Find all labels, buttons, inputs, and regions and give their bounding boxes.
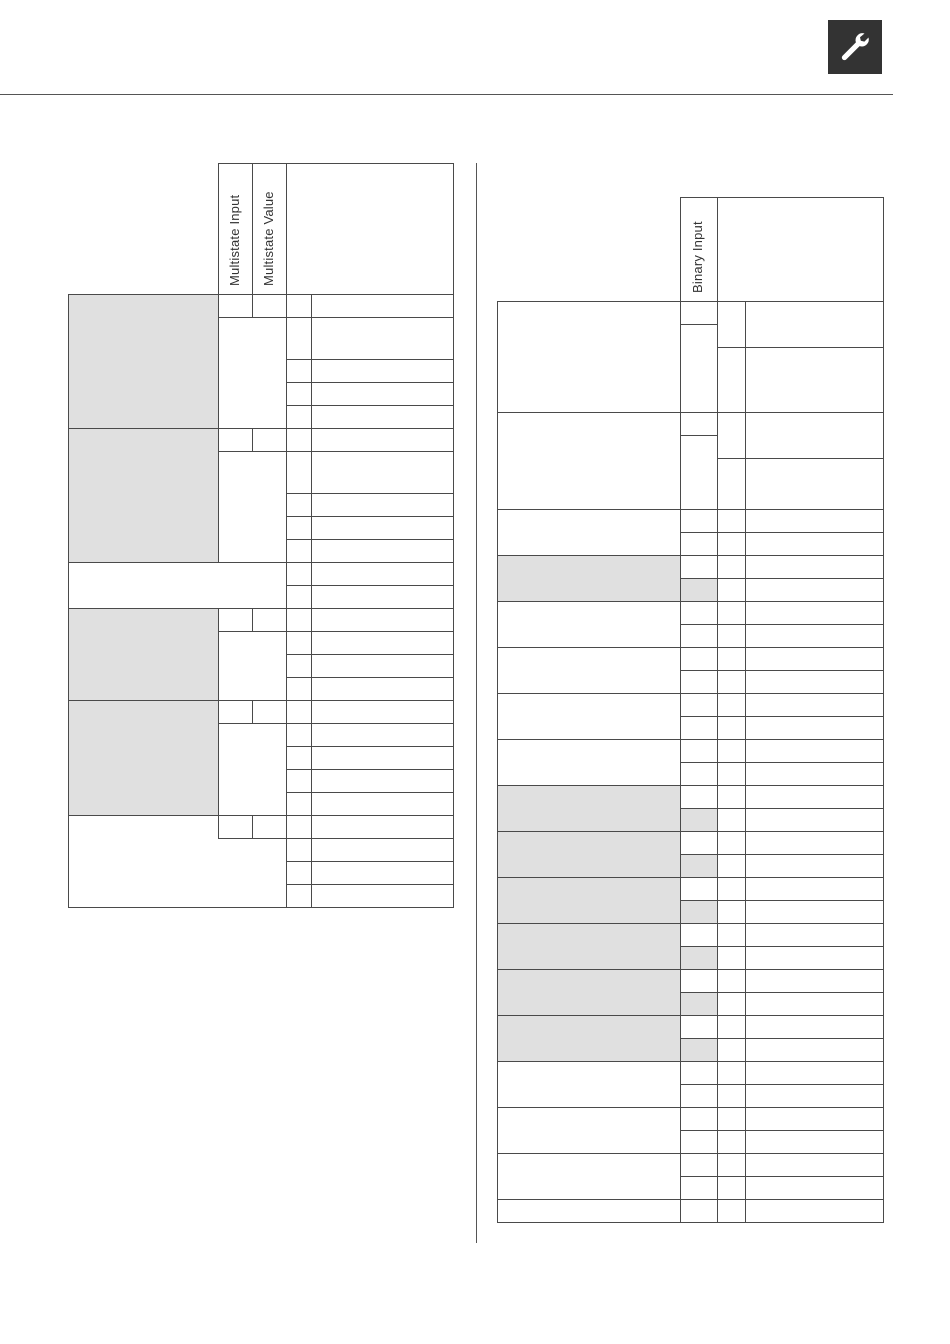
text-cell — [312, 295, 454, 318]
mark-cell — [681, 970, 718, 993]
group-label-cell — [498, 924, 681, 970]
group-label-cell — [69, 816, 219, 908]
state-cell — [287, 563, 312, 586]
state-cell — [718, 625, 746, 648]
text-cell — [746, 1177, 884, 1200]
state-cell — [287, 295, 312, 318]
state-cell — [718, 302, 746, 348]
text-cell — [746, 1039, 884, 1062]
group-label-cell — [69, 563, 287, 609]
group-label-cell — [69, 609, 219, 701]
group-label-cell — [498, 832, 681, 878]
state-cell — [718, 648, 746, 671]
text-cell — [312, 586, 454, 609]
group-label-cell — [498, 648, 681, 694]
group-label-cell — [498, 1154, 681, 1200]
state-cell — [718, 694, 746, 717]
mark-cell — [253, 609, 287, 632]
state-cell — [287, 862, 312, 885]
state-cell — [718, 970, 746, 993]
text-cell — [746, 533, 884, 556]
text-cell — [746, 786, 884, 809]
column-divider — [476, 163, 477, 1243]
group-label-cell — [69, 295, 219, 429]
text-cell — [746, 924, 884, 947]
group-label-cell — [498, 1016, 681, 1062]
mark-empty-cell — [681, 947, 718, 970]
mark-empty-cell — [681, 671, 718, 694]
text-cell — [746, 970, 884, 993]
mark-empty-cell — [681, 579, 718, 602]
state-cell — [718, 717, 746, 740]
mark-cell — [681, 1062, 718, 1085]
state-cell — [287, 586, 312, 609]
text-cell — [312, 360, 454, 383]
state-cell — [718, 1085, 746, 1108]
header-blank — [69, 164, 219, 295]
wrench-icon — [838, 30, 872, 64]
state-cell — [287, 747, 312, 770]
mark-cell — [681, 786, 718, 809]
text-cell — [746, 1108, 884, 1131]
mark-cell — [219, 816, 253, 839]
col-header-label: Binary Input — [690, 221, 705, 293]
mark-cell — [681, 510, 718, 533]
col-header-label: Multistate Input — [226, 194, 242, 286]
text-cell — [746, 809, 884, 832]
mark-cell — [253, 816, 287, 839]
state-cell — [718, 602, 746, 625]
mark-cell — [681, 924, 718, 947]
col-header-label: Multistate Value — [260, 191, 276, 286]
state-cell — [287, 885, 312, 908]
state-cell — [718, 348, 746, 413]
text-cell — [312, 793, 454, 816]
text-cell — [312, 540, 454, 563]
mark-cell — [219, 701, 253, 724]
mark-empty-cell — [681, 855, 718, 878]
mark-cell — [681, 1154, 718, 1177]
state-cell — [718, 763, 746, 786]
group-label-cell — [498, 556, 681, 602]
group-label-cell — [498, 1108, 681, 1154]
text-cell — [312, 678, 454, 701]
mark-span-cell — [681, 436, 718, 510]
text-cell — [312, 452, 454, 494]
group-label-cell — [498, 970, 681, 1016]
tool-badge — [828, 20, 882, 74]
text-cell — [746, 878, 884, 901]
text-cell — [746, 1200, 884, 1223]
mark-cell — [219, 295, 253, 318]
mark-cell — [681, 740, 718, 763]
state-cell — [287, 701, 312, 724]
text-cell — [746, 556, 884, 579]
text-cell — [312, 609, 454, 632]
state-cell — [287, 839, 312, 862]
text-cell — [312, 816, 454, 839]
group-label-cell — [498, 694, 681, 740]
mark-cell — [681, 1016, 718, 1039]
text-cell — [746, 1016, 884, 1039]
text-cell — [746, 694, 884, 717]
group-label-cell — [498, 302, 681, 413]
mark-cell — [681, 648, 718, 671]
state-cell — [287, 770, 312, 793]
group-label-cell — [498, 786, 681, 832]
text-cell — [312, 655, 454, 678]
state-cell — [287, 517, 312, 540]
header-blank — [498, 198, 681, 302]
text-cell — [312, 517, 454, 540]
text-cell — [312, 701, 454, 724]
text-cell — [312, 318, 454, 360]
mark-cell — [681, 413, 718, 436]
mark-cell — [253, 295, 287, 318]
state-cell — [287, 383, 312, 406]
mark-cell — [219, 609, 253, 632]
mark-empty-cell — [681, 763, 718, 786]
col-header-binary-input — [681, 198, 718, 302]
col-header-description — [287, 164, 454, 295]
group-label-cell — [498, 1062, 681, 1108]
mark-empty-cell — [681, 717, 718, 740]
state-cell — [287, 793, 312, 816]
text-cell — [312, 885, 454, 908]
mark-span-cell — [219, 839, 287, 908]
text-cell — [746, 947, 884, 970]
state-cell — [718, 459, 746, 510]
state-cell — [718, 510, 746, 533]
state-cell — [718, 1108, 746, 1131]
text-cell — [312, 770, 454, 793]
mark-cell — [681, 1200, 718, 1223]
state-cell — [718, 878, 746, 901]
state-cell — [287, 724, 312, 747]
text-cell — [312, 839, 454, 862]
text-cell — [746, 602, 884, 625]
text-cell — [746, 740, 884, 763]
mark-cell — [253, 701, 287, 724]
group-label-cell — [498, 413, 681, 510]
text-cell — [746, 459, 884, 510]
state-cell — [287, 632, 312, 655]
mark-span-cell — [219, 318, 287, 429]
state-cell — [287, 655, 312, 678]
mark-cell — [219, 429, 253, 452]
text-cell — [312, 406, 454, 429]
mark-cell — [681, 302, 718, 325]
mark-empty-cell — [681, 1131, 718, 1154]
state-cell — [718, 786, 746, 809]
text-cell — [312, 429, 454, 452]
state-cell — [718, 993, 746, 1016]
mark-empty-cell — [681, 1085, 718, 1108]
group-label-cell — [498, 740, 681, 786]
mark-cell — [681, 1108, 718, 1131]
text-cell — [746, 348, 884, 413]
text-cell — [746, 901, 884, 924]
header-row — [498, 198, 884, 302]
group-label-cell — [498, 878, 681, 924]
state-cell — [287, 318, 312, 360]
state-cell — [718, 1200, 746, 1223]
col-header-multistate-input — [219, 164, 253, 295]
col-header-multistate-value — [253, 164, 287, 295]
state-cell — [718, 947, 746, 970]
state-cell — [718, 1016, 746, 1039]
state-cell — [287, 429, 312, 452]
binary-input-table — [497, 197, 884, 1223]
state-cell — [718, 740, 746, 763]
header-rule — [0, 94, 893, 95]
text-cell — [746, 763, 884, 786]
state-cell — [718, 533, 746, 556]
text-cell — [746, 625, 884, 648]
text-cell — [746, 648, 884, 671]
text-cell — [746, 510, 884, 533]
state-cell — [718, 1039, 746, 1062]
mark-span-cell — [219, 632, 287, 701]
mark-cell — [681, 832, 718, 855]
state-cell — [718, 579, 746, 602]
state-cell — [287, 452, 312, 494]
state-cell — [718, 1154, 746, 1177]
group-label-cell — [69, 701, 219, 816]
text-cell — [746, 717, 884, 740]
mark-empty-cell — [681, 901, 718, 924]
text-cell — [312, 632, 454, 655]
mark-cell — [681, 602, 718, 625]
text-cell — [312, 724, 454, 747]
group-label-cell — [498, 1200, 681, 1223]
header-row — [69, 164, 454, 295]
mark-empty-cell — [681, 993, 718, 1016]
text-cell — [312, 862, 454, 885]
mark-cell — [681, 878, 718, 901]
state-cell — [718, 413, 746, 459]
mark-span-cell — [681, 325, 718, 413]
text-cell — [312, 747, 454, 770]
state-cell — [718, 1177, 746, 1200]
text-cell — [746, 302, 884, 348]
multistate-table — [68, 163, 454, 908]
text-cell — [746, 1154, 884, 1177]
text-cell — [746, 579, 884, 602]
mark-empty-cell — [681, 533, 718, 556]
group-label-cell — [498, 602, 681, 648]
text-cell — [746, 855, 884, 878]
text-cell — [312, 383, 454, 406]
text-cell — [746, 671, 884, 694]
state-cell — [287, 816, 312, 839]
state-cell — [718, 809, 746, 832]
mark-empty-cell — [681, 625, 718, 648]
state-cell — [718, 855, 746, 878]
state-cell — [287, 406, 312, 429]
text-cell — [746, 1131, 884, 1154]
mark-cell — [253, 429, 287, 452]
text-cell — [746, 993, 884, 1016]
text-cell — [746, 413, 884, 459]
mark-empty-cell — [681, 1039, 718, 1062]
state-cell — [287, 494, 312, 517]
state-cell — [718, 832, 746, 855]
mark-empty-cell — [681, 1177, 718, 1200]
state-cell — [718, 556, 746, 579]
mark-cell — [681, 694, 718, 717]
mark-span-cell — [219, 724, 287, 816]
col-header-description — [718, 198, 884, 302]
text-cell — [312, 494, 454, 517]
state-cell — [718, 671, 746, 694]
state-cell — [287, 360, 312, 383]
state-cell — [718, 1131, 746, 1154]
state-cell — [718, 924, 746, 947]
state-cell — [287, 678, 312, 701]
state-cell — [287, 540, 312, 563]
state-cell — [718, 1062, 746, 1085]
group-label-cell — [69, 429, 219, 563]
text-cell — [746, 1062, 884, 1085]
state-cell — [718, 901, 746, 924]
state-cell — [287, 609, 312, 632]
mark-empty-cell — [681, 809, 718, 832]
text-cell — [746, 832, 884, 855]
text-cell — [746, 1085, 884, 1108]
text-cell — [312, 563, 454, 586]
mark-span-cell — [219, 452, 287, 563]
group-label-cell — [498, 510, 681, 556]
mark-cell — [681, 556, 718, 579]
